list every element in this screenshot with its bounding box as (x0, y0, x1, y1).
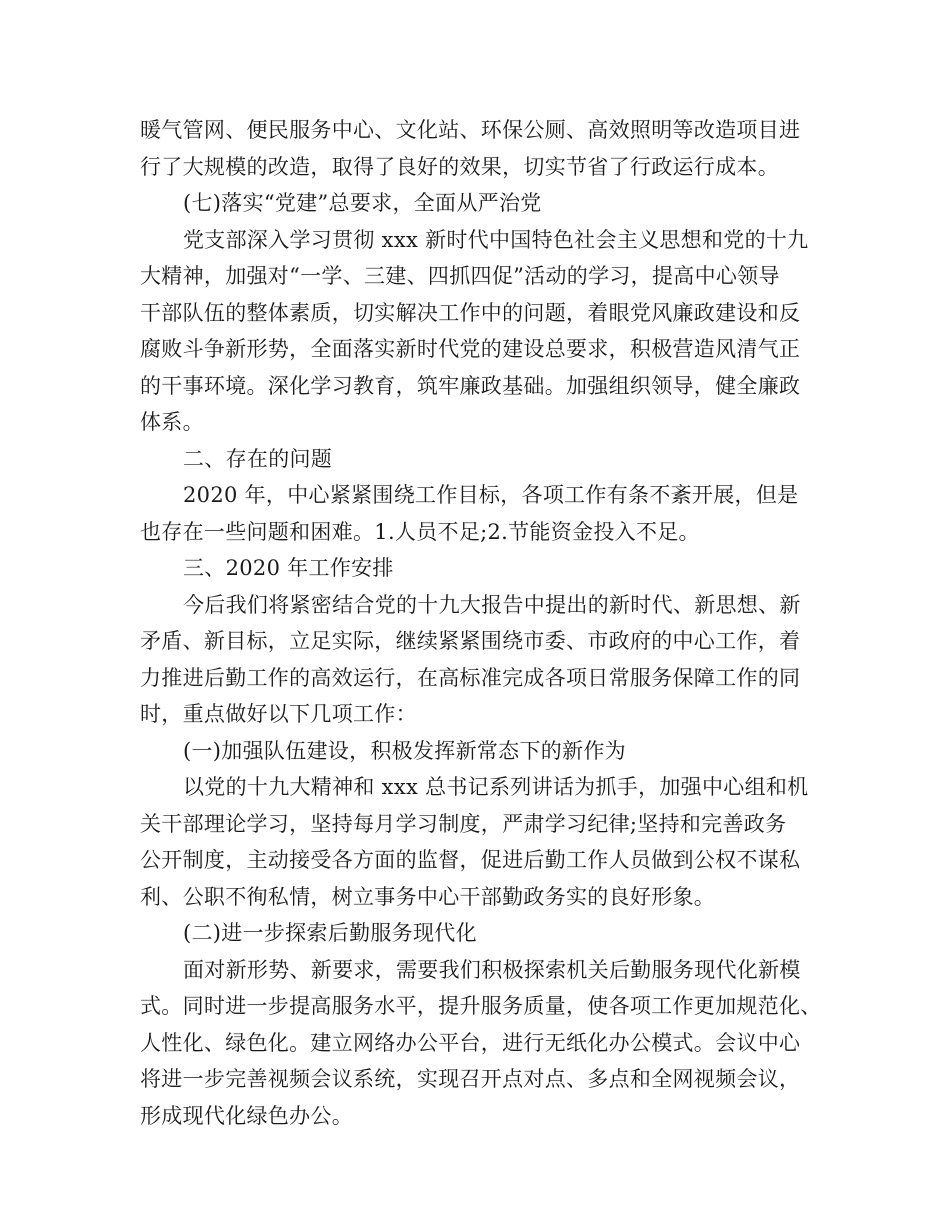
text-line: 也存在一些问题和困难。1.人员不足;2.节能资金投入不足。 (140, 519, 700, 544)
text-line: 人性化、绿色化。建立网络办公平台，进行无纸化办公模式。会议中心 (140, 1030, 801, 1055)
text-line: 干部队伍的整体素质，切实解决工作中的问题，着眼党风廉政建设和反 (140, 300, 801, 325)
text-line: 2020 年，中心紧紧围绕工作目标，各项工作有条不紊开展，但是 (183, 483, 799, 507)
text-line: 关干部理论学习，坚持每月学习制度，严肃学习纪律;坚持和完善政务 (140, 811, 787, 836)
text-line: 公开制度，主动接受各方面的监督，促进后勤工作人员做到公权不谋私 (140, 848, 801, 872)
text-line: (一)加强队伍建设，积极发挥新常态下的新作为 (183, 738, 626, 763)
text-line: 式。同时进一步提高服务水平，提升服务质量，使各项工作更加规范化、 (140, 994, 822, 1018)
text-line: 将进一步完善视频会议系统，实现召开点对点、多点和全网视频会议， (140, 1067, 801, 1091)
text-line: 体系。 (140, 410, 204, 434)
text-line: 三、2020 年工作安排 (183, 556, 394, 580)
text-line: 腐败斗争新形势，全面落实新时代党的建设总要求，积极营造风清气正 (140, 337, 801, 361)
text-line: 的干事环境。深化学习教育，筑牢廉政基础。加强组织领导，健全廉政 (140, 373, 801, 398)
text-line: 暖气管网、便民服务中心、文化站、环保公厕、高效照明等改造项目进 (140, 118, 801, 142)
text-line: 大精神，加强对“一学、三建、四抓四促”活动的学习，提高中心领导 (140, 264, 780, 288)
text-line: (七)落实“党建”总要求，全面从严治党 (183, 191, 542, 215)
text-line: 矛盾、新目标，立足实际，继续紧紧围绕市委、市政府的中心工作，着 (140, 629, 801, 653)
text-line: 今后我们将紧密结合党的十九大报告中提出的新时代、新思想、新 (183, 592, 801, 617)
text-line: (二)进一步探索后勤服务现代化 (183, 921, 477, 945)
text-line: 以党的十九大精神和 xxx 总书记系列讲话为抓手，加强中心组和机 (183, 775, 809, 799)
text-line: 面对新形势、新要求，需要我们积极探索机关后勤服务现代化新模 (183, 957, 801, 982)
text-line: 党支部深入学习贯彻 xxx 新时代中国特色社会主义思想和党的十九 (183, 227, 809, 252)
text-line: 力推进后勤工作的高效运行，在高标准完成各项日常服务保障工作的同 (140, 665, 801, 690)
document-page (140, 112, 840, 1134)
text-line: 二、存在的问题 (183, 446, 333, 471)
text-line: 时，重点做好以下几项工作： (140, 702, 417, 726)
text-line: 行了大规模的改造，取得了良好的效果，切实节省了行政运行成本。 (140, 154, 779, 179)
text-line: 形成现代化绿色办公。 (140, 1103, 353, 1128)
text-line: 利、公职不徇私情，树立事务中心干部勤政务实的良好形象。 (140, 884, 716, 909)
